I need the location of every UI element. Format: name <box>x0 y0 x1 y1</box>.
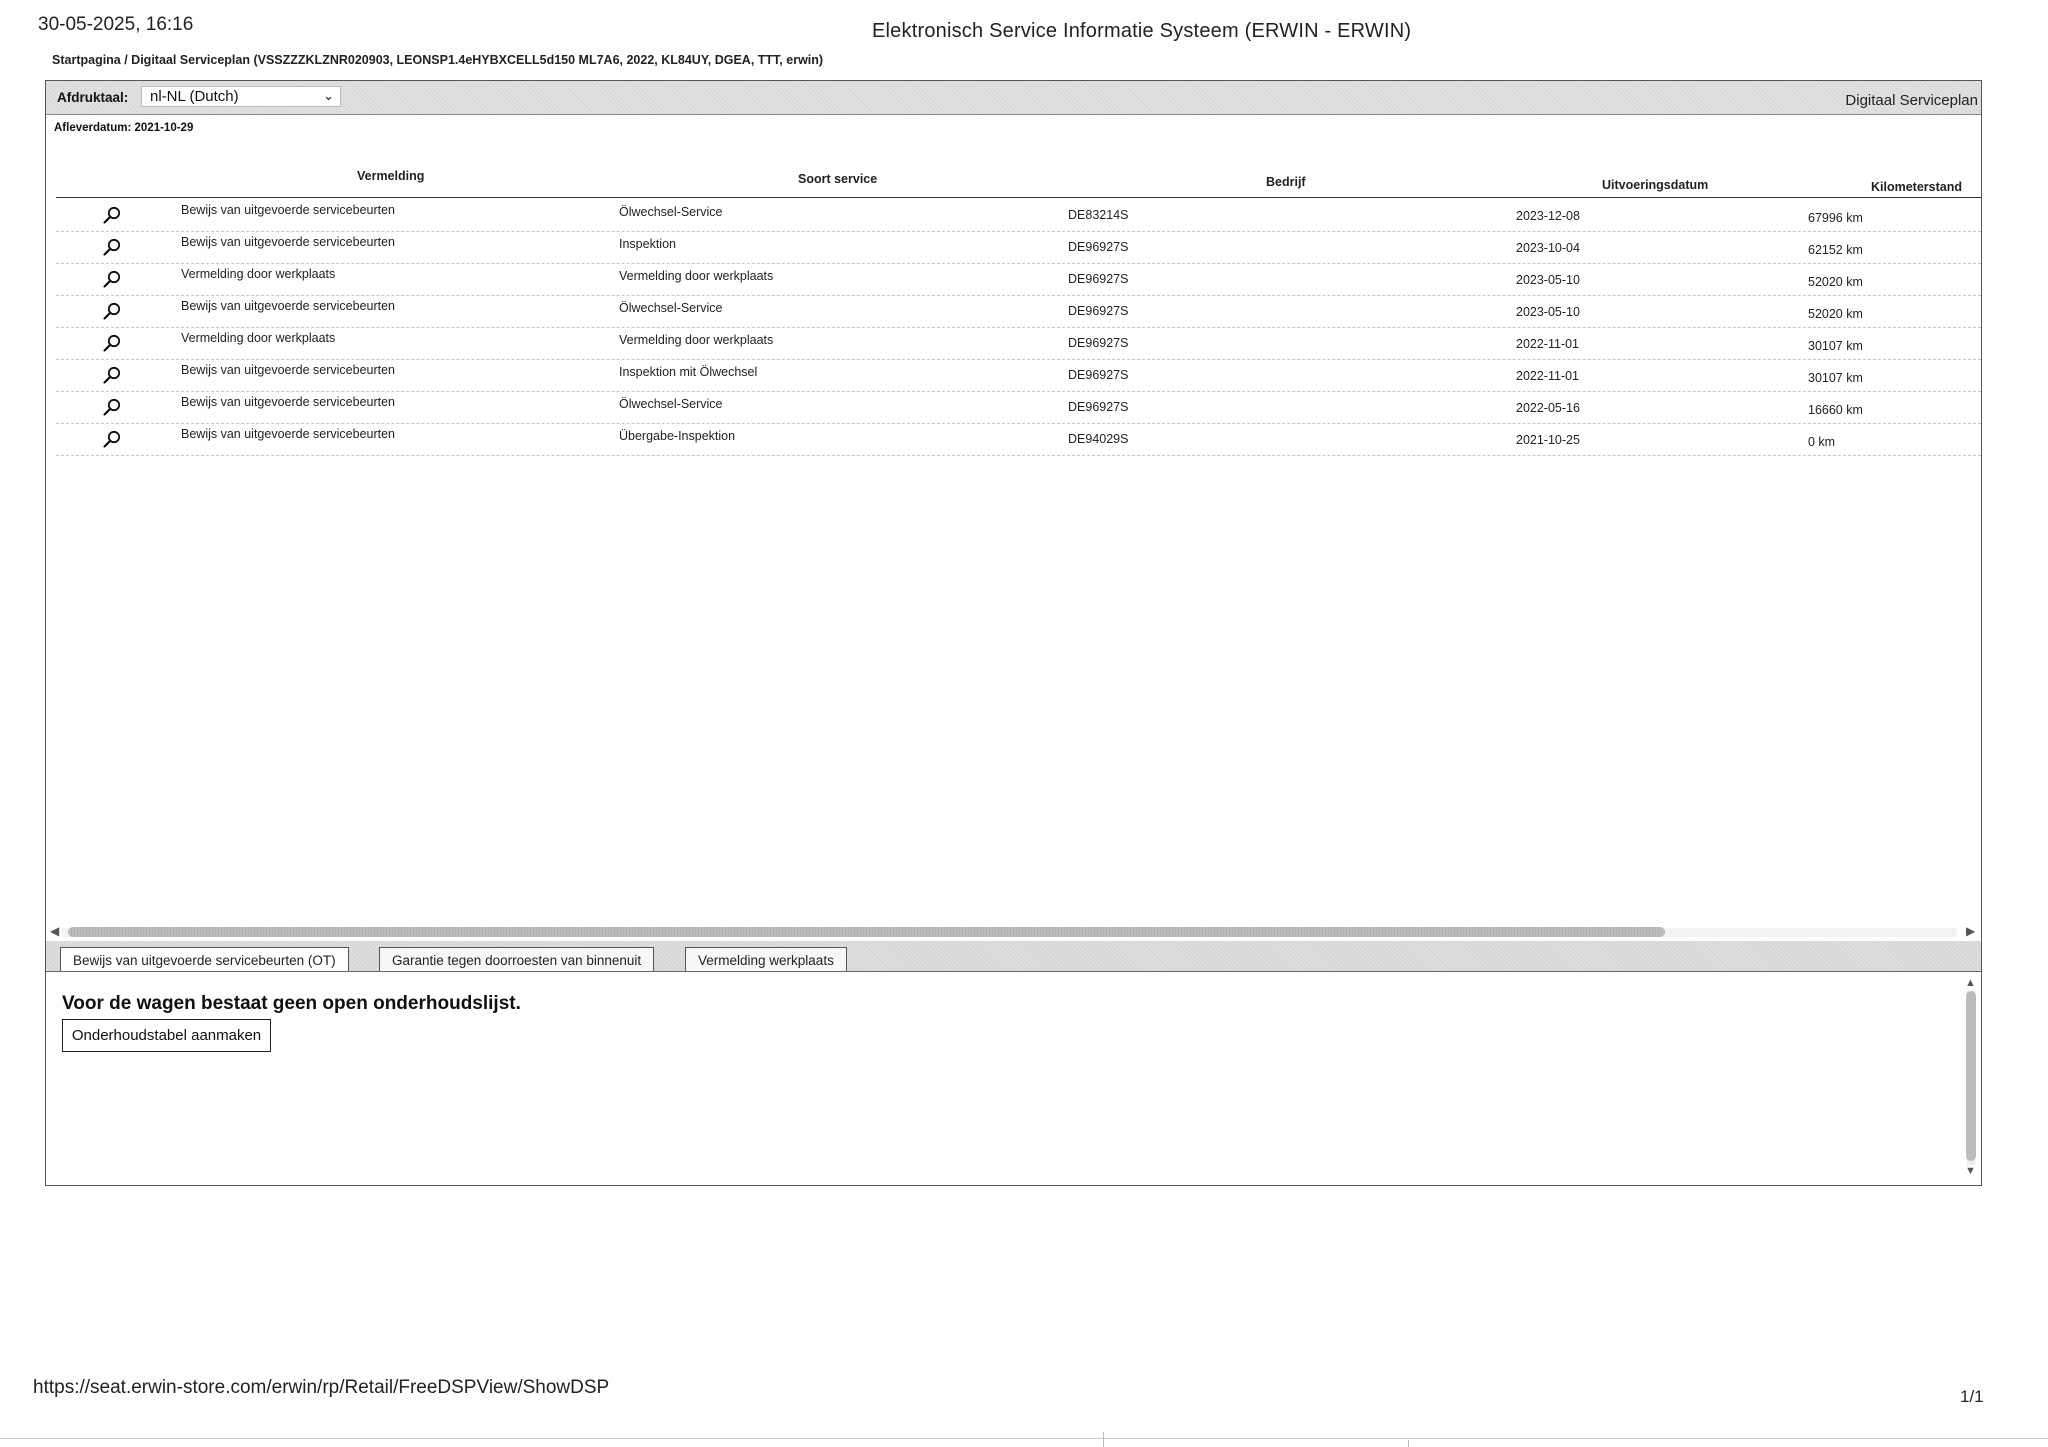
cell-datum: 2021-10-25 <box>1516 433 1580 447</box>
cell-datum: 2023-10-04 <box>1516 241 1580 255</box>
magnifier-icon[interactable] <box>102 333 122 353</box>
toolbar <box>46 81 1981 115</box>
cell-bedrijf: DE96927S <box>1068 400 1129 414</box>
scroll-up-arrow-icon[interactable]: ▲ <box>1965 977 1976 989</box>
magnifier-icon[interactable] <box>102 397 122 417</box>
cell-datum: 2023-05-10 <box>1516 305 1580 319</box>
panel-title: Digitaal Serviceplan <box>1845 92 1978 109</box>
table-row[interactable] <box>56 295 1981 328</box>
cell-bedrijf: DE96927S <box>1068 240 1129 254</box>
cell-km: 52020 km <box>1808 307 1863 321</box>
scan-edge-line <box>0 1438 2048 1439</box>
table-header <box>56 153 1981 198</box>
print-datetime: 30-05-2025, 16:16 <box>38 14 194 35</box>
language-label: Afdruktaal: <box>57 90 129 105</box>
cell-soort-service: Vermelding door werkplaats <box>619 269 774 283</box>
cell-datum: 2022-11-01 <box>1516 369 1580 383</box>
tab-label: Bewijs van uitgevoerde servicebeurten (OT) <box>73 953 336 968</box>
delivery-date: Afleverdatum: 2021-10-29 <box>54 122 194 134</box>
scan-mark <box>1408 1440 1409 1447</box>
table-row[interactable] <box>56 423 1981 456</box>
cell-km: 52020 km <box>1808 275 1863 289</box>
tab-garantie-doorroesten[interactable] <box>379 947 654 971</box>
magnifier-icon[interactable] <box>102 205 122 225</box>
print-page-number: 1/1 <box>1960 1387 1984 1406</box>
cell-soort-service: Vermelding door werkplaats <box>619 333 774 347</box>
table-row[interactable] <box>56 327 1981 360</box>
print-footer-url: https://seat.erwin-store.com/erwin/rp/Retail/FreeDSPView/ShowDSP <box>33 1377 610 1398</box>
tab-vermelding-werkplaats[interactable] <box>685 947 847 971</box>
header-soort-service[interactable]: Soort service <box>798 172 878 186</box>
cell-vermelding: Bewijs van uitgevoerde servicebeurten <box>181 363 396 377</box>
scroll-down-arrow-icon[interactable]: ▼ <box>1965 1165 1976 1177</box>
cell-vermelding: Bewijs van uitgevoerde servicebeurten <box>181 235 396 249</box>
horizontal-scrollbar[interactable] <box>46 923 1981 941</box>
table-row[interactable] <box>56 199 1981 232</box>
cell-bedrijf: DE94029S <box>1068 432 1129 446</box>
cell-km: 0 km <box>1808 435 1836 449</box>
table-row[interactable] <box>56 231 1981 264</box>
cell-soort-service: Ölwechsel-Service <box>619 301 723 315</box>
cell-datum: 2022-11-01 <box>1516 337 1580 351</box>
cell-bedrijf: DE83214S <box>1068 208 1129 222</box>
magnifier-icon[interactable] <box>102 237 122 257</box>
tab-label: Garantie tegen doorroesten van binnenuit <box>392 953 642 968</box>
cell-soort-service: Inspektion mit Ölwechsel <box>619 365 758 379</box>
cell-km: 30107 km <box>1808 371 1863 385</box>
scroll-right-arrow-icon[interactable]: ▶ <box>1966 924 1976 938</box>
create-maintenance-table-button[interactable]: Onderhoudstabel aanmaken <box>62 1019 271 1052</box>
cell-bedrijf: DE96927S <box>1068 336 1129 350</box>
table-row[interactable] <box>56 391 1981 424</box>
language-value: nl-NL (Dutch) <box>150 88 239 105</box>
cell-soort-service: Ölwechsel-Service <box>619 205 723 219</box>
tab-label: Vermelding werkplaats <box>698 953 834 968</box>
chevron-down-icon: ⌄ <box>323 88 334 103</box>
vertical-scrollbar[interactable] <box>1964 977 1978 1179</box>
tab-bar <box>46 941 1981 972</box>
cell-km: 67996 km <box>1808 211 1863 225</box>
cell-bedrijf: DE96927S <box>1068 368 1129 382</box>
cell-datum: 2023-12-08 <box>1516 209 1580 223</box>
cell-vermelding: Bewijs van uitgevoerde servicebeurten <box>181 299 396 313</box>
cell-vermelding: Vermelding door werkplaats <box>181 331 336 345</box>
cell-km: 30107 km <box>1808 339 1863 353</box>
no-maintenance-list-message: Voor de wagen bestaat geen open onderhoudslijst. <box>62 993 521 1014</box>
cell-vermelding: Bewijs van uitgevoerde servicebeurten <box>181 427 396 441</box>
cell-datum: 2023-05-10 <box>1516 273 1580 287</box>
magnifier-icon[interactable] <box>102 301 122 321</box>
cell-soort-service: Inspektion <box>619 237 676 251</box>
magnifier-icon[interactable] <box>102 269 122 289</box>
header-bedrijf[interactable]: Bedrijf <box>1266 175 1306 189</box>
cell-km: 62152 km <box>1808 243 1863 257</box>
header-kilometerstand[interactable]: Kilometerstand <box>1871 180 1962 194</box>
cell-bedrijf: DE96927S <box>1068 272 1129 286</box>
table-row[interactable] <box>56 359 1981 392</box>
header-vermelding[interactable]: Vermelding <box>357 169 425 183</box>
print-title: Elektronisch Service Informatie Systeem (ERWIN - ERWIN) <box>872 20 1412 42</box>
table-row[interactable] <box>56 263 1981 296</box>
cell-vermelding: Vermelding door werkplaats <box>181 267 336 281</box>
scroll-thumb[interactable] <box>1966 991 1976 1161</box>
cell-bedrijf: DE96927S <box>1068 304 1129 318</box>
magnifier-icon[interactable] <box>102 365 122 385</box>
magnifier-icon[interactable] <box>102 429 122 449</box>
tab-servicebeurten[interactable] <box>60 947 349 971</box>
scroll-left-arrow-icon[interactable]: ◀ <box>50 924 60 938</box>
service-plan-panel <box>45 80 1982 1186</box>
breadcrumb[interactable]: Startpagina / Digitaal Serviceplan (VSSZZZKLZNR020903, LEONSP1.4eHYBXCELL5d150 ML7A6, 2022, KL84UY, DGEA, TTT, erwin) <box>52 53 824 67</box>
language-select[interactable] <box>141 86 341 107</box>
scroll-thumb[interactable] <box>68 927 1665 937</box>
cell-datum: 2022-05-16 <box>1516 401 1580 415</box>
cell-soort-service: Übergabe-Inspektion <box>619 429 736 443</box>
tab-content <box>46 973 1981 1185</box>
cell-vermelding: Bewijs van uitgevoerde servicebeurten <box>181 395 396 409</box>
cell-vermelding: Bewijs van uitgevoerde servicebeurten <box>181 203 396 217</box>
header-uitvoeringsdatum[interactable]: Uitvoeringsdatum <box>1602 178 1709 192</box>
scan-mark <box>1103 1432 1104 1447</box>
cell-km: 16660 km <box>1808 403 1863 417</box>
cell-soort-service: Ölwechsel-Service <box>619 397 723 411</box>
